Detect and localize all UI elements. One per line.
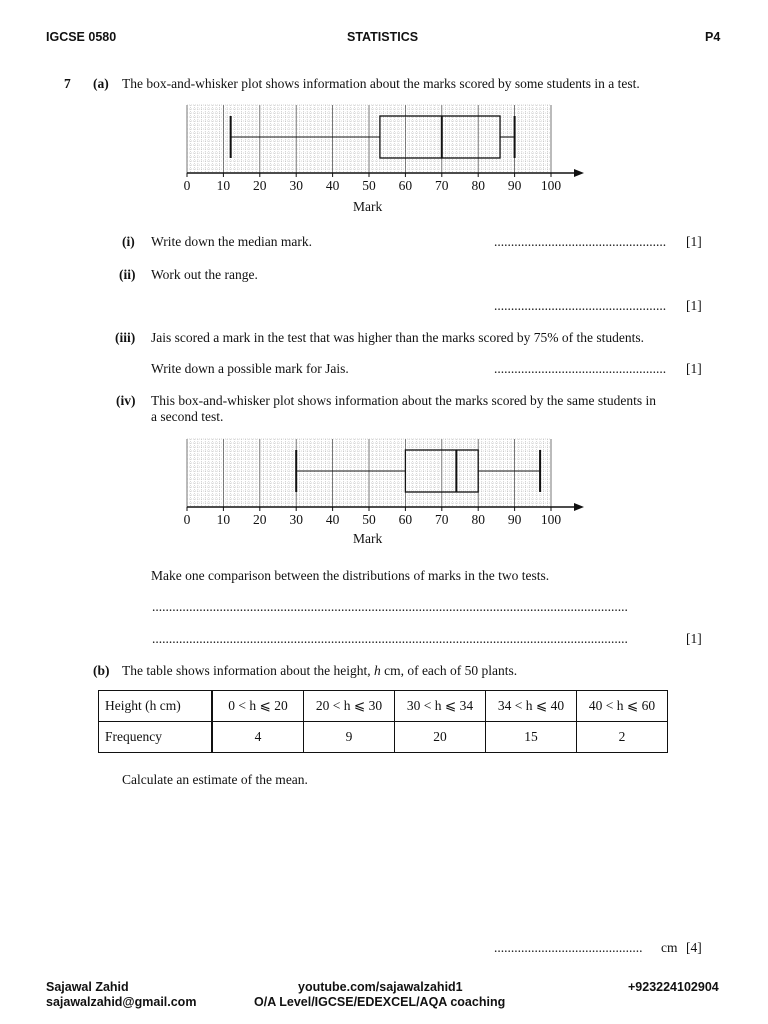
answer-line-b[interactable]: ............................................ (494, 940, 643, 955)
box-plot-2-svg (180, 434, 590, 518)
box-plot-2 (180, 434, 590, 518)
plot2-tick-label: 30 (289, 512, 303, 527)
part-a-label: (a) (93, 76, 109, 91)
table-row-height (99, 691, 668, 722)
table-cell-interval: 30 < h ⩽ 34 (395, 691, 486, 722)
plot2-tick-label: 40 (325, 512, 340, 527)
plot2-tick-label: 70 (435, 512, 449, 527)
frequency-table-wrap (98, 690, 668, 753)
part-iii-text2: Write down a possible mark for Jais. (151, 361, 349, 376)
unit-cm: cm (661, 940, 678, 955)
plot1-tick-label: 0 (183, 178, 191, 193)
part-b-intro-var: h (373, 663, 381, 678)
plot2-tick-label: 0 (183, 512, 191, 527)
plot1-tick-label: 80 (471, 178, 485, 193)
plot1-tick-label: 60 (398, 178, 413, 193)
plot1-tick-label: 90 (507, 178, 522, 193)
part-b-intro-post: cm, of each of 50 plants. (380, 663, 518, 678)
footer-youtube[interactable]: youtube.com/sajawalzahid1 (298, 980, 463, 994)
table-cell-interval: 0 < h ⩽ 20 (212, 691, 304, 722)
table-cell-interval: 34 < h ⩽ 40 (486, 691, 577, 722)
part-b-intro (122, 663, 517, 679)
header-left: IGCSE 0580 (46, 30, 117, 44)
box-plot-1-axis-label: Mark (353, 199, 383, 214)
part-i-text: Write down the median mark. (151, 234, 313, 249)
marks-i: [1] (686, 234, 702, 249)
question-number: 7 (64, 76, 71, 91)
table-cell-interval: 40 < h ⩽ 60 (577, 691, 668, 722)
part-iv-label: (iv) (116, 393, 136, 408)
part-iii-text: Jais scored a mark in the test that was higher than the marks scored by 75% of the students. (151, 330, 645, 345)
box-plot-1 (180, 100, 590, 184)
footer-email[interactable]: sajawalzahid@gmail.com (46, 995, 197, 1009)
plot2-tick-label: 60 (398, 512, 413, 527)
box-plot-2-axis-ticks (0, 512, 768, 532)
frequency-table (98, 690, 668, 753)
box-plot-1-axis-ticks (0, 178, 768, 198)
table-cell-frequency: 15 (486, 722, 577, 753)
part-iii-label: (iii) (115, 330, 136, 345)
plot1-axis-arrow (574, 169, 584, 177)
plot2-tick-label: 100 (540, 512, 562, 527)
part-ii-label: (ii) (119, 267, 136, 282)
table-cell-interval: 20 < h ⩽ 30 (304, 691, 395, 722)
plot1-tick-label: 40 (325, 178, 340, 193)
answer-line-iv-2[interactable]: ............................................................................................................................................. (152, 631, 628, 646)
footer-coaching: O/A Level/IGCSE/EDEXCEL/AQA coaching (254, 995, 506, 1009)
footer-phone: +923224102904 (628, 980, 719, 994)
plot1-tick-label: 10 (216, 178, 231, 193)
table-cell-frequency: 4 (212, 722, 304, 753)
part-iv-text3: Make one comparison between the distributions of marks in the two tests. (151, 568, 550, 583)
table-cell-frequency: 2 (577, 722, 668, 753)
table-row-frequency (99, 722, 668, 753)
part-b-label: (b) (93, 663, 110, 678)
plot2-tick-label: 90 (507, 512, 522, 527)
part-i-label: (i) (122, 234, 135, 249)
header-center: STATISTICS (347, 30, 419, 44)
plot2-tick-label: 20 (253, 512, 267, 527)
marks-iv: [1] (686, 631, 702, 646)
part-ii-text: Work out the range. (151, 267, 258, 282)
plot2-tick-label: 80 (471, 512, 485, 527)
answer-line-i[interactable]: ................................................... (494, 234, 667, 249)
plot1-tick-label: 20 (253, 178, 267, 193)
header-right: P4 (705, 30, 721, 44)
footer-name: Sajawal Zahid (46, 980, 129, 994)
marks-b: [4] (686, 940, 702, 955)
plot2-tick-label: 10 (216, 512, 231, 527)
plot1-tick-label: 70 (435, 178, 449, 193)
table-row-label-height: Height (h cm) (99, 691, 213, 722)
plot1-tick-label: 50 (362, 178, 376, 193)
box-plot-2-axis-label: Mark (353, 531, 383, 546)
part-b-task: Calculate an estimate of the mean. (122, 772, 308, 787)
answer-line-ii[interactable]: ................................................... (494, 298, 667, 313)
part-iv-text-line1: This box-and-whisker plot shows information about the marks scored by the same students in (151, 393, 657, 408)
part-a-intro: The box-and-whisker plot shows information about the marks scored by some students in a test. (122, 76, 640, 91)
part-iv-text-line2: a second test. (151, 409, 224, 424)
table-row-label-frequency: Frequency (99, 722, 213, 753)
marks-iii: [1] (686, 361, 702, 376)
answer-line-iv-1[interactable]: ............................................................................................................................................. (152, 599, 628, 614)
part-b-intro-pre: The table shows information about the height, (122, 663, 374, 678)
plot1-tick-label: 30 (289, 178, 303, 193)
table-cell-frequency: 9 (304, 722, 395, 753)
table-cell-frequency: 20 (395, 722, 486, 753)
answer-line-iii[interactable]: ................................................... (494, 361, 667, 376)
plot2-tick-label: 50 (362, 512, 376, 527)
plot2-axis-arrow (574, 503, 584, 511)
plot1-tick-label: 100 (540, 178, 562, 193)
box-plot-1-svg (180, 100, 590, 184)
marks-ii: [1] (686, 298, 702, 313)
